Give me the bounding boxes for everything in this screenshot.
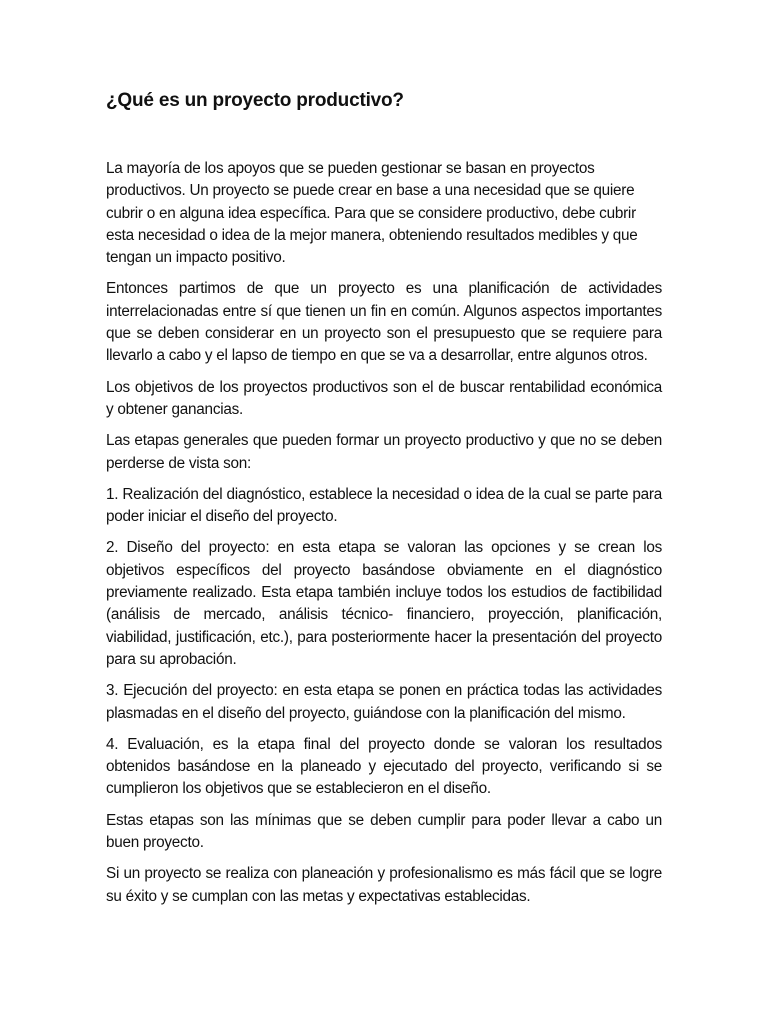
paragraph-stage-4: 4. Evaluación, es la etapa final del proyecto donde se valoran los resultados obtenidos basándose en la planeado y ejecutado del proyecto, verificando si se cumplieron los objetivos que se establecieron en el diseño. [106,735,662,798]
paragraph-stages-intro: Las etapas generales que pueden formar un proyecto productivo y que no se deben perderse de vista son: [106,432,662,472]
paragraph-stage-3: 3. Ejecución del proyecto: en esta etapa se ponen en práctica todas las actividades plasmadas en el diseño del proyecto, guiándose con la planificación del mismo. [106,682,662,722]
document-page [106,88,662,917]
document-body [106,158,662,908]
paragraph-intro: La mayoría de los apoyos que se pueden gestionar se basan en proyectos productivos. Un proyecto se puede crear en base a una necesidad que se quiere cubrir o en alguna idea específica. Para que se considere productivo, debe cubrir esta necesidad o idea de la mejor manera, obteniendo resultados medibles y que tengan un impacto positivo. [106,160,638,267]
paragraph-definition: Entonces partimos de que un proyecto es una planificación de actividades interrelacionadas entre sí que tienen un fin en común. Algunos aspectos importantes que se deben considerar en un proyecto son el presupuesto que se requiere para llevarlo a cabo y el lapso de tiempo en que se va a desarrollar, entre algunos otros. [106,280,662,365]
paragraph-stage-2: 2. Diseño del proyecto: en esta etapa se valoran las opciones y se crean los objetivos específicos del proyecto basándose obviamente en el diagnóstico previamente realizado. Esta etapa también incluye todos los estudios de factibilidad (análisis de mercado, análisis técnico- financiero, proyección, planificación, viabilidad, justificación, etc.), para posteriormente hacer la presentación del proyecto para su aprobación. [106,539,662,668]
paragraph-objectives: Los objetivos de los proyectos productivos son el de buscar rentabilidad económica y obtener ganancias. [106,378,662,418]
document-title: ¿Qué es un proyecto productivo? [106,90,404,111]
paragraph-conclusion: Si un proyecto se realiza con planeación y profesionalismo es más fácil que se logre su éxito y se cumplan con las metas y expectativas establecidas. [106,865,662,905]
paragraph-stage-1: 1. Realización del diagnóstico, establece la necesidad o idea de la cual se parte para poder iniciar el diseño del proyecto. [106,485,662,526]
paragraph-minimum-stages: Estas etapas son las mínimas que se deben cumplir para poder llevar a cabo un buen proyecto. [106,811,662,852]
